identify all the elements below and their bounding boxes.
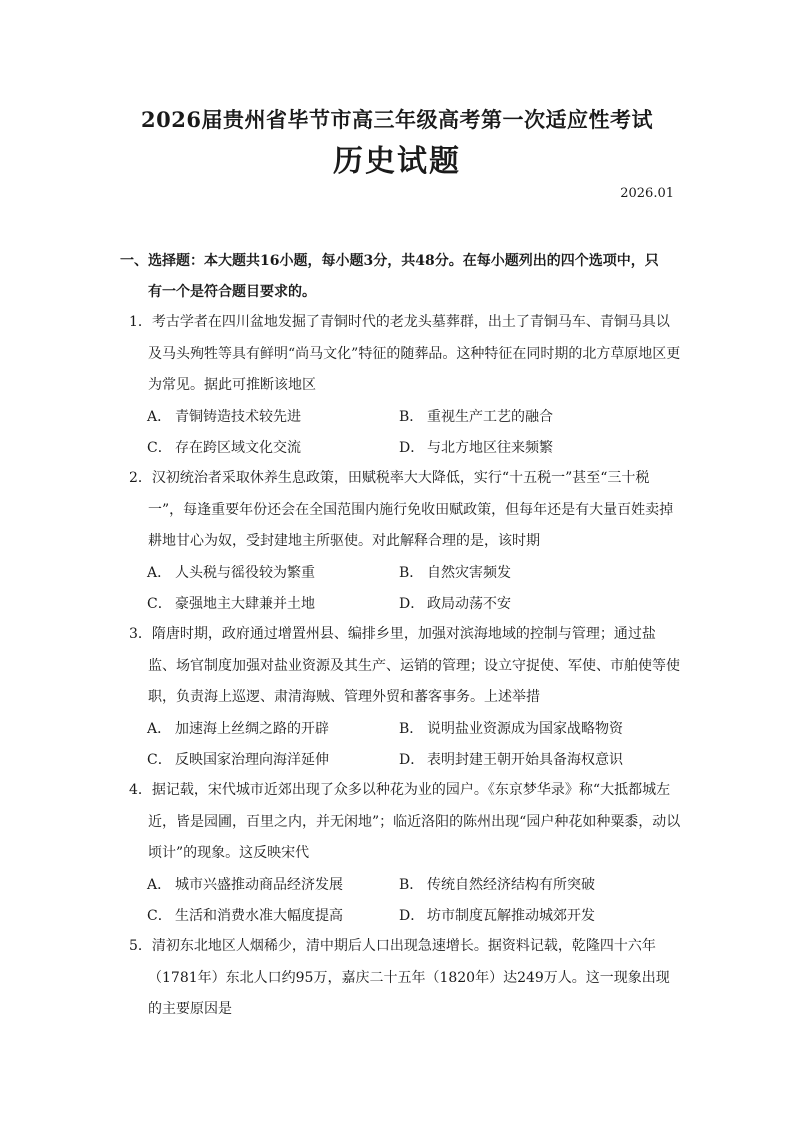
option-letter: A．: [147, 876, 172, 893]
question-text: 隋唐时期，政府通过增置州县、编排乡里，加强对滨海地域的控制与管理；通过盐监、场官制度加强对盐业资源及其生产、运销的管理；设立守捉使、军使、市舶使等使职，负责海上巡逻、肃清海贼、管理外贸和蕃客事务。上述举措: [148, 626, 680, 705]
question-number: 4．: [129, 782, 152, 798]
option-d: [399, 745, 651, 777]
option-letter: B．: [399, 408, 424, 425]
option-b: [399, 402, 651, 434]
option-c: [147, 901, 399, 933]
option-a: [147, 558, 399, 590]
option-text: 重视生产工艺的融合: [427, 408, 553, 425]
option-letter: C．: [147, 440, 172, 456]
question-3: [129, 619, 681, 777]
option-text: 传统自然经济结构有所突破: [427, 876, 595, 893]
option-letter: D．: [399, 908, 425, 924]
section-heading-line-1: 一、选择题：本大题共16小题，每小题3分，共48分。在每小题列出的四个选项中，只: [120, 253, 659, 269]
question-text: 汉初统治者采取休养生息政策，田赋税率大大降低，实行“十五税一”甚至“三十税一”，每逢重要年份还会在全国范围内施行免收田赋政策，但每年还是有大量百姓卖掉耕地甘心为奴，受封建地主所驱使。对此解释合理的是，该时期: [148, 470, 674, 549]
option-text: 政局动荡不安: [427, 596, 511, 612]
exam-date: 2026.01: [620, 186, 674, 201]
option-text: 说明盐业资源成为国家战略物资: [427, 720, 623, 737]
section-heading: [120, 246, 680, 308]
question-number: 2．: [129, 470, 152, 486]
option-c: [147, 589, 399, 621]
question-number: 5．: [129, 938, 152, 954]
question-1: [129, 307, 681, 465]
question-text: 考古学者在四川盆地发掘了青铜时代的老龙头墓葬群，出土了青铜马车、青铜马具以及马头殉牲等具有鲜明“尚马文化”特征的随葬品。这种特征在同时期的北方草原地区更为常见。据此可推断该地区: [148, 314, 681, 393]
option-text: 反映国家治理向海洋延伸: [175, 752, 329, 768]
option-text: 加速海上丝绸之路的开辟: [175, 720, 329, 737]
question-number: 3．: [129, 626, 152, 642]
option-row: [129, 870, 681, 902]
option-letter: B．: [399, 876, 424, 893]
option-text: 表明封建王朝开始具备海权意识: [427, 752, 623, 768]
option-d: [399, 433, 651, 465]
option-a: [147, 402, 399, 434]
option-row: [129, 714, 681, 746]
option-a: [147, 870, 399, 902]
option-letter: A．: [147, 564, 172, 581]
option-letter: C．: [147, 596, 172, 612]
question-text: 清初东北地区人烟稀少，清中期后人口出现急速增长。据资料记载，乾隆四十六年（1781年）东北人口约95万，嘉庆二十五年（1820年）达249万人。这一现象出现的主要原因是: [148, 938, 670, 1017]
option-b: [399, 870, 651, 902]
option-letter: D．: [399, 752, 425, 768]
option-row: [129, 589, 681, 621]
option-d: [399, 589, 651, 621]
option-letter: C．: [147, 908, 172, 924]
option-text: 城市兴盛推动商品经济发展: [175, 876, 343, 893]
option-text: 存在跨区域文化交流: [175, 440, 301, 456]
question-stem: [129, 307, 681, 402]
option-row: [129, 402, 681, 434]
question-5: [129, 931, 681, 1026]
option-text: 生活和消费水准大幅度提高: [175, 908, 343, 924]
option-text: 人头税与徭役较为繁重: [175, 564, 315, 581]
option-letter: A．: [147, 720, 172, 737]
option-row: [129, 745, 681, 777]
option-c: [147, 433, 399, 465]
option-text: 青铜铸造技术较先进: [175, 408, 301, 425]
option-row: [129, 558, 681, 590]
option-a: [147, 714, 399, 746]
option-b: [399, 714, 651, 746]
option-text: 坊市制度瓦解推动城郊开发: [427, 908, 595, 924]
question-number: 1．: [129, 314, 152, 330]
option-row: [129, 901, 681, 933]
question-stem: [129, 463, 681, 558]
option-d: [399, 901, 651, 933]
question-stem: [129, 931, 681, 1026]
option-text: 豪强地主大肆兼并土地: [175, 596, 315, 612]
question-text: 据记载，宋代城市近郊出现了众多以种花为业的园户。《东京梦华录》称“大抵都城左近，皆是园圃，百里之内，并无闲地”；临近洛阳的陈州出现“园户种花如种粟黍，动以顷计”的现象。这反映宋代: [148, 782, 681, 861]
option-letter: C．: [147, 752, 172, 768]
option-text: 自然灾害频发: [427, 564, 511, 581]
option-letter: B．: [399, 720, 424, 737]
option-text: 与北方地区往来频繁: [427, 440, 553, 456]
option-row: [129, 433, 681, 465]
option-b: [399, 558, 651, 590]
question-2: [129, 463, 681, 621]
option-letter: B．: [399, 564, 424, 581]
question-stem: [129, 775, 681, 870]
subject-title: 历史试题: [333, 144, 461, 179]
option-c: [147, 745, 399, 777]
question-4: [129, 775, 681, 933]
section-heading-line-2: 有一个是符合题目要求的。: [148, 284, 316, 300]
question-stem: [129, 619, 681, 714]
exam-title: 2026届贵州省毕节市高三年级高考第一次适应性考试: [141, 107, 653, 132]
option-letter: D．: [399, 440, 425, 456]
option-letter: D．: [399, 596, 425, 612]
option-letter: A．: [147, 408, 172, 425]
